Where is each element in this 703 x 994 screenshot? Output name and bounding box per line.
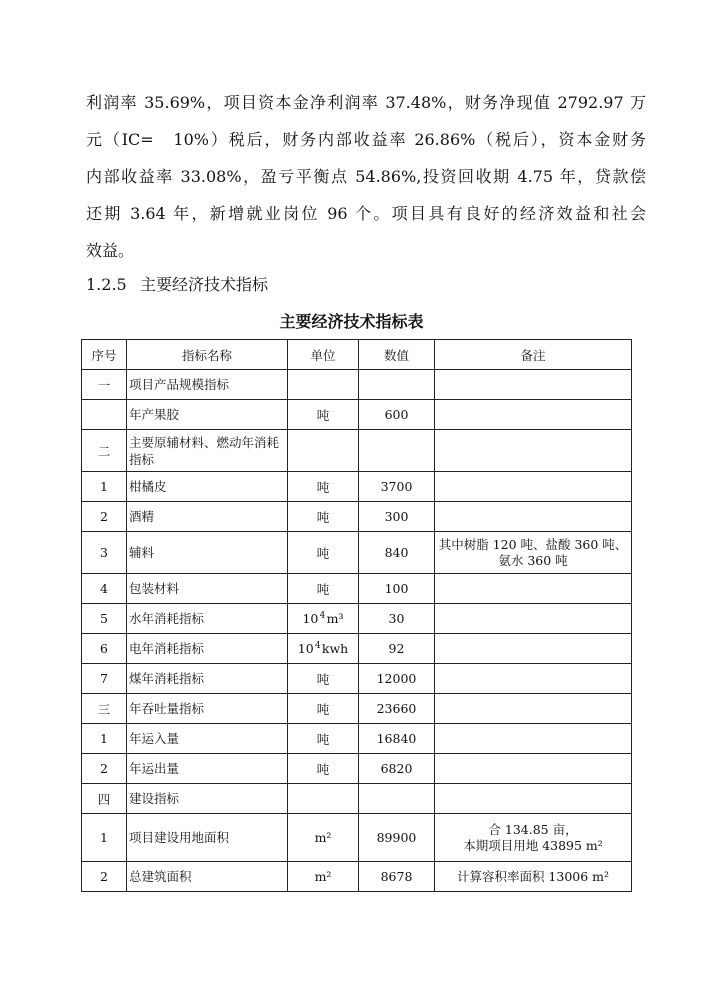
table-row: [82, 604, 632, 634]
cell-value: 6820: [359, 754, 435, 784]
header-seq: 序号: [82, 340, 127, 370]
section-title: 主要经济技术指标: [140, 275, 269, 294]
cell-name: 包装材料: [127, 574, 288, 604]
cell-remark: [435, 784, 632, 814]
cell-unit: [288, 784, 359, 814]
cell-remark: [435, 664, 632, 694]
cell-unit: 吨: [288, 400, 359, 430]
table-row: [82, 754, 632, 784]
table-row: [82, 664, 632, 694]
section-heading: [86, 271, 268, 299]
cell-remark: [435, 574, 632, 604]
cell-unit: [288, 370, 359, 400]
unit-exponent: 4: [319, 611, 326, 621]
cell-unit: 吨: [288, 574, 359, 604]
remark-line: 本期项目用地 43895 m²: [463, 837, 603, 853]
cell-value: 8678: [359, 862, 435, 892]
paragraph-line: 内部收益率 33.08%，盈亏平衡点 54.86%,投资回收期 4.75 年，贷款偿: [86, 167, 646, 186]
cell-seq: 5: [82, 604, 127, 634]
cell-name: 柑橘皮: [127, 472, 288, 502]
header-remark: 备注: [435, 340, 632, 370]
table-row: [82, 862, 632, 892]
cell-remark: [435, 472, 632, 502]
cell-value: 12000: [359, 664, 435, 694]
cell-name: 水年消耗指标: [127, 604, 288, 634]
cell-unit: 吨: [288, 502, 359, 532]
table-row: [82, 430, 632, 472]
cell-value: 600: [359, 400, 435, 430]
cell-remark: 其中树脂 120 吨、盐酸 360 吨、氨水 360 吨: [435, 532, 632, 574]
cell-unit: 吨: [288, 472, 359, 502]
table-row: [82, 724, 632, 754]
unit-exponent: 4: [314, 641, 321, 651]
cell-unit: [288, 430, 359, 472]
table-row: [82, 694, 632, 724]
cell-name: 年吞吐量指标: [127, 694, 288, 724]
cell-seq: 1: [82, 724, 127, 754]
cell-seq: 4: [82, 574, 127, 604]
cell-value: 3700: [359, 472, 435, 502]
cell-remark: [435, 694, 632, 724]
cell-value: 840: [359, 532, 435, 574]
table-row: [82, 400, 632, 430]
cell-remark: [435, 604, 632, 634]
cell-name: 总建筑面积: [127, 862, 288, 892]
cell-name: 年运出量: [127, 754, 288, 784]
table-header-row: [82, 340, 632, 370]
cell-unit: m²: [288, 862, 359, 892]
table-row: [82, 532, 632, 574]
table-row: [82, 502, 632, 532]
cell-remark: [435, 814, 632, 862]
cell-remark: [435, 634, 632, 664]
cell-name: 项目产品规模指标: [127, 370, 288, 400]
cell-unit: [288, 634, 359, 664]
table-row: [82, 814, 632, 862]
cell-unit: 吨: [288, 532, 359, 574]
cell-seq: 6: [82, 634, 127, 664]
cell-seq: 2: [82, 754, 127, 784]
cell-value: [359, 430, 435, 472]
cell-remark: [435, 400, 632, 430]
cell-unit: m²: [288, 814, 359, 862]
paragraph-line: 效益。: [86, 241, 135, 260]
unit-base: 10: [297, 641, 314, 656]
cell-unit: [288, 604, 359, 634]
summary-paragraph: [86, 84, 646, 269]
table-row: [82, 634, 632, 664]
cell-value: 89900: [359, 814, 435, 862]
cell-value: 92: [359, 634, 435, 664]
cell-remark: 计算容积率面积 13006 m²: [435, 862, 632, 892]
paragraph-line: 元（IC= 10%）税后，财务内部收益率 26.86%（税后），资本金财务: [86, 130, 646, 149]
cell-seq: 7: [82, 664, 127, 694]
cell-remark: [435, 724, 632, 754]
cell-name: 年运入量: [127, 724, 288, 754]
table-row: [82, 784, 632, 814]
cell-seq: [82, 400, 127, 430]
cell-name: 年产果胶: [127, 400, 288, 430]
cell-value: [359, 370, 435, 400]
cell-value: 23660: [359, 694, 435, 724]
cell-value: [359, 784, 435, 814]
cell-remark: [435, 754, 632, 784]
remark-line: 合 134.85 亩，: [488, 821, 578, 837]
cell-seq: 3: [82, 532, 127, 574]
unit-suffix: kwh: [321, 641, 349, 656]
cell-unit: 吨: [288, 754, 359, 784]
cell-seq: 2: [82, 502, 127, 532]
header-value: 数值: [359, 340, 435, 370]
cell-name: 辅料: [127, 532, 288, 574]
cell-value: 300: [359, 502, 435, 532]
cell-name: 项目建设用地面积: [127, 814, 288, 862]
section-number: 1.2.5: [86, 275, 127, 294]
unit-base: 10: [302, 611, 319, 626]
cell-seq: 一: [82, 370, 127, 400]
cell-seq: 2: [82, 862, 127, 892]
table-title: 主要经济技术指标表: [279, 312, 424, 331]
header-name: 指标名称: [127, 340, 288, 370]
cell-seq: 二: [82, 430, 127, 472]
cell-unit: 吨: [288, 664, 359, 694]
cell-unit: 吨: [288, 694, 359, 724]
cell-value: 16840: [359, 724, 435, 754]
paragraph-line: 还期 3.64 年，新增就业岗位 96 个。项目具有良好的经济效益和社会: [86, 204, 646, 223]
cell-value: 30: [359, 604, 435, 634]
cell-seq: 三: [82, 694, 127, 724]
cell-name: 主要原辅材料、燃动年消耗指标: [127, 430, 288, 472]
cell-unit: 吨: [288, 724, 359, 754]
cell-seq: 1: [82, 814, 127, 862]
cell-name: 煤年消耗指标: [127, 664, 288, 694]
cell-remark: [435, 502, 632, 532]
cell-name: 酒精: [127, 502, 288, 532]
table-row: [82, 370, 632, 400]
cell-seq: 四: [82, 784, 127, 814]
paragraph-line: 利润率 35.69%，项目资本金净利润率 37.48%，财务净现值 2792.97 万: [86, 93, 646, 112]
cell-remark: [435, 370, 632, 400]
table-row: [82, 472, 632, 502]
table-row: [82, 574, 632, 604]
cell-seq: 1: [82, 472, 127, 502]
cell-name: 建设指标: [127, 784, 288, 814]
cell-value: 100: [359, 574, 435, 604]
cell-name: 电年消耗指标: [127, 634, 288, 664]
header-unit: 单位: [288, 340, 359, 370]
cell-remark: [435, 430, 632, 472]
unit-suffix: m³: [326, 611, 344, 626]
indicators-table: [81, 339, 632, 892]
